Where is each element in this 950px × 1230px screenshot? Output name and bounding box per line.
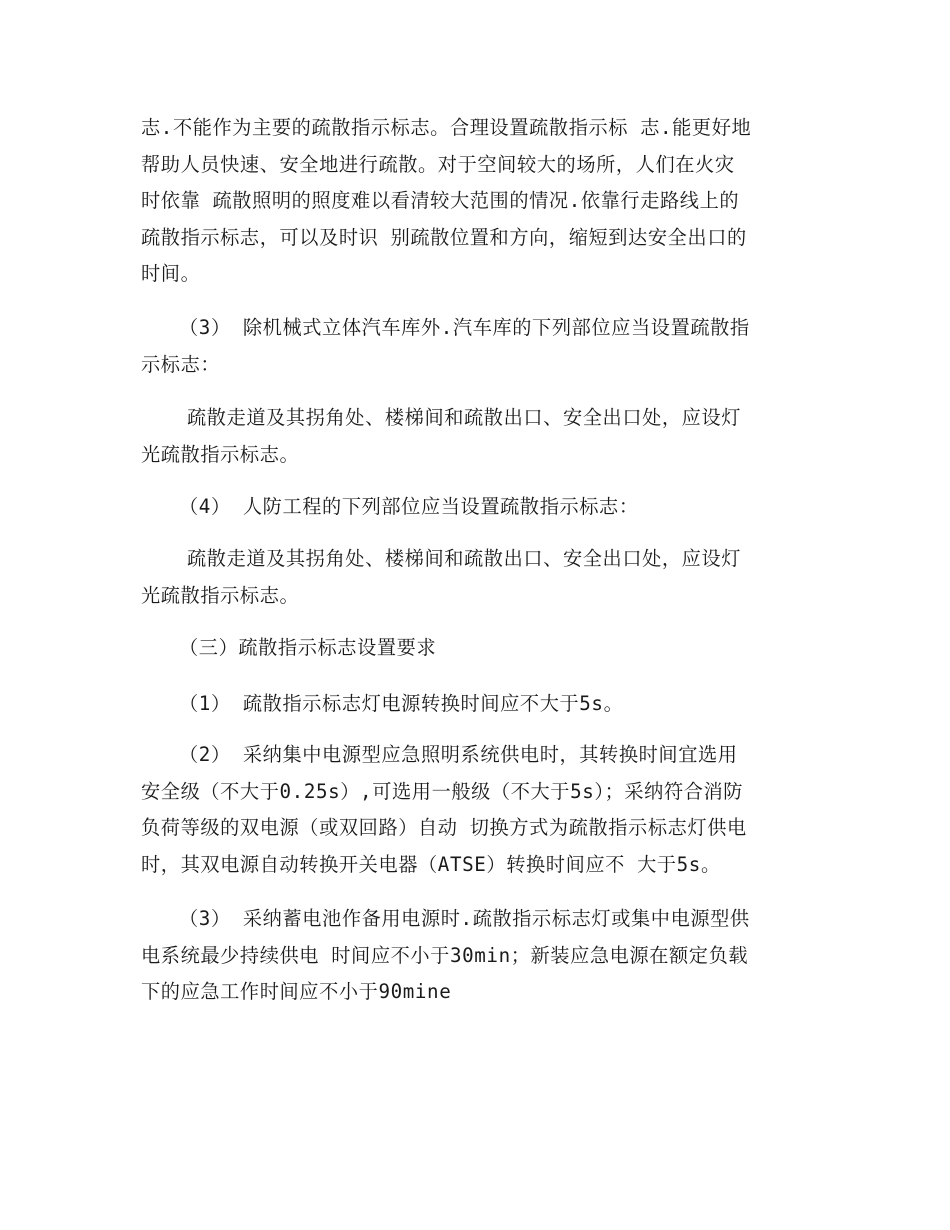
paragraph-evacuation-sign-purpose [141,110,809,293]
text-line: （3） 采纳蓄电池作备用电源时.疏散指示标志灯或集中电源型供 [179,907,750,930]
paragraph-item-4-civil-defense [141,489,809,526]
text-line: 光疏散指示标志。 [141,583,300,607]
paragraph-requirement-1 [141,686,809,723]
text-line: 志.不能作为主要的疏散指示标志。合理设置疏散指示标 志.能更好地 [141,116,752,139]
text-line: 示标志： [141,352,221,376]
paragraph-civil-defense-locations [141,541,809,614]
paragraph-requirement-3 [141,901,809,1011]
text-line: （三）疏散指示标志设置要求 [179,636,437,659]
paragraph-garage-locations [141,400,809,473]
text-line: 光疏散指示标志。 [141,442,300,466]
text-line: （4） 人防工程的下列部位应当设置疏散指示标志： [179,495,639,518]
text-line: 帮助人员快速、安全地进行疏散。对于空间较大的场所，人们在火灾 [141,152,735,176]
text-line: 疏散走道及其拐角处、楼梯间和疏散出口、安全出口处，应设灯 [187,547,742,570]
section-heading-setup-requirements [141,630,809,667]
text-line: （2） 采纳集中电源型应急照明系统供电时，其转换时间宜选用 [179,743,738,766]
text-line: 安全级（不大于0.25s）,可选用一般级（不大于5s）；采纳符合消防 [141,779,744,803]
text-line: 时依靠 疏散照明的照度难以看清较大范围的情况.依靠行走路线上的 [141,189,740,212]
paragraph-requirement-2 [141,737,809,883]
text-line: （3） 除机械式立体汽车库外.汽车库的下列部位应当设置疏散指 [179,316,750,339]
text-line: 负荷等级的双电源（或双回路）自动 切换方式为疏散指示标志灯供电 [141,816,747,839]
text-line: 下的应急工作时间应不小于90mine [141,980,452,1003]
paragraph-item-3-garage [141,310,809,383]
text-line: 电系统最少持续供电 时间应不小于30min；新装应急电源在额定负载 [141,943,749,967]
text-line: 时，其双电源自动转换开关电器（ATSE）转换时间应不 大于5s。 [141,852,721,876]
text-line: 疏散走道及其拐角处、楼梯间和疏散出口、安全出口处，应设灯 [187,406,742,429]
text-line: 时间。 [141,262,201,285]
text-line: 疏散指示标志，可以及时识 别疏散位置和方向，缩短到达安全出口的 [141,225,747,249]
text-line: （1） 疏散指示标志灯电源转换时间应不大于5s。 [179,692,624,715]
